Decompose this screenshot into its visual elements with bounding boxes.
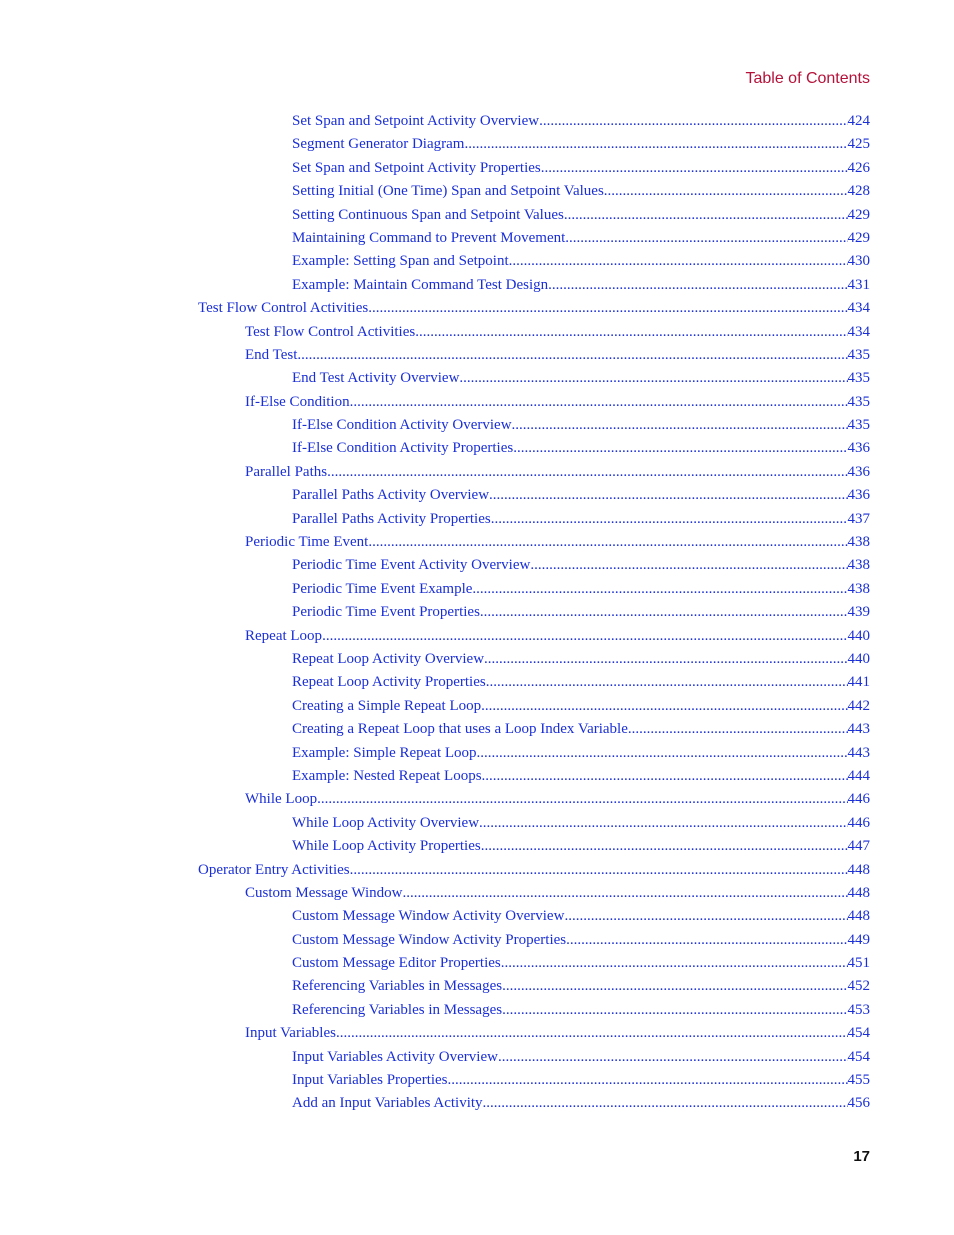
dot-leader xyxy=(297,344,847,367)
dot-leader xyxy=(604,180,848,203)
dot-leader xyxy=(448,1069,848,1092)
toc-entry[interactable] xyxy=(0,321,954,344)
dot-leader xyxy=(464,133,847,156)
dot-leader xyxy=(327,461,847,484)
toc-entry-title: Parallel Paths Activity Overview xyxy=(292,487,490,504)
dot-leader xyxy=(489,484,847,507)
toc-entry-page: 441 xyxy=(847,674,870,691)
toc-entry-title: Input Variables Activity Overview xyxy=(292,1048,498,1065)
dot-leader xyxy=(502,975,847,998)
toc-entry-page: 436 xyxy=(847,440,870,457)
toc-entry-title: Custom Message Window Activity Overview xyxy=(292,908,565,925)
dot-leader xyxy=(541,157,848,180)
toc-entry-title: Test Flow Control Activities xyxy=(198,300,369,317)
toc-entry[interactable] xyxy=(0,531,954,554)
toc-entry[interactable] xyxy=(0,601,954,624)
toc-entry[interactable] xyxy=(0,835,954,858)
header-title: Table of Contents xyxy=(745,70,870,87)
toc-entry[interactable] xyxy=(0,882,954,905)
dot-leader xyxy=(482,765,848,788)
dot-leader xyxy=(628,718,848,741)
toc-entry-title: End Test xyxy=(245,346,298,363)
toc-entry[interactable] xyxy=(0,999,954,1022)
toc-entry[interactable] xyxy=(0,437,954,460)
toc-entry-title: Parallel Paths xyxy=(245,463,328,480)
toc-entry-title: Referencing Variables in Messages xyxy=(292,1001,503,1018)
toc-entry-page: 429 xyxy=(847,229,870,246)
toc-entry-title: Periodic Time Event Properties xyxy=(292,604,480,621)
dot-leader xyxy=(486,671,848,694)
toc-entry[interactable] xyxy=(0,905,954,928)
toc-entry-page: 448 xyxy=(847,908,870,925)
toc-entry-page: 451 xyxy=(847,955,870,972)
dot-leader xyxy=(350,391,848,414)
dot-leader xyxy=(513,437,847,460)
dot-leader xyxy=(415,321,847,344)
toc-entry-page: 435 xyxy=(847,370,870,387)
dot-leader xyxy=(479,812,847,835)
dot-leader xyxy=(402,882,847,905)
toc-entry-title: Periodic Time Event xyxy=(245,534,369,551)
toc-entry[interactable] xyxy=(0,508,954,531)
dot-leader xyxy=(480,601,848,624)
toc-entry[interactable] xyxy=(0,742,954,765)
dot-leader xyxy=(368,531,847,554)
toc-entry[interactable] xyxy=(0,952,954,975)
toc-entry[interactable] xyxy=(0,110,954,133)
toc-entry-page: 443 xyxy=(847,721,870,738)
toc-entry[interactable] xyxy=(0,133,954,156)
toc-entry[interactable] xyxy=(0,859,954,882)
dot-leader xyxy=(498,1046,848,1069)
toc-entry-title: Input Variables xyxy=(245,1025,336,1042)
toc-entry-page: 424 xyxy=(847,113,870,129)
toc-entry-title: Test Flow Control Activities xyxy=(245,323,416,340)
toc-entry-title: Custom Message Window Activity Properties xyxy=(292,931,567,948)
toc-entry-title: Periodic Time Event Activity Overview xyxy=(292,557,531,574)
toc-entry-page: 434 xyxy=(847,323,870,340)
toc-entry-page: 449 xyxy=(847,931,870,948)
toc-entry-title: Periodic Time Event Example xyxy=(292,580,473,597)
toc-entry-title: Custom Message Window xyxy=(245,884,403,901)
toc-entry-title: Creating a Simple Repeat Loop xyxy=(292,697,482,714)
dot-leader xyxy=(512,414,848,437)
toc-entry-title: While Loop Activity Overview xyxy=(292,814,480,831)
toc-entry-title: Repeat Loop Activity Overview xyxy=(292,650,485,667)
toc-entry-page: 442 xyxy=(847,697,870,714)
toc-entry[interactable] xyxy=(0,344,954,367)
toc-entry[interactable] xyxy=(0,1092,954,1115)
dot-leader xyxy=(566,929,847,952)
toc-entry-page: 439 xyxy=(847,604,870,621)
dot-leader xyxy=(539,110,847,133)
toc-entry-page: 435 xyxy=(847,417,870,434)
toc-entry[interactable] xyxy=(0,578,954,601)
toc-entry-title: Set Span and Setpoint Activity Overview xyxy=(292,113,540,129)
toc-entry[interactable] xyxy=(0,484,954,507)
toc-entry-page: 435 xyxy=(847,346,870,363)
toc-entry[interactable] xyxy=(0,1046,954,1069)
toc-entry[interactable] xyxy=(0,648,954,671)
toc-entry-page: 428 xyxy=(847,183,870,200)
dot-leader xyxy=(481,835,848,858)
toc-entry-page: 456 xyxy=(847,1095,870,1112)
toc-entry[interactable] xyxy=(0,695,954,718)
toc-entry-page: 440 xyxy=(847,650,870,667)
dot-leader xyxy=(483,1092,848,1115)
toc-entry-title: End Test Activity Overview xyxy=(292,370,460,387)
toc-entry-page: 452 xyxy=(847,978,870,995)
toc-entry-title: Example: Setting Span and Setpoint xyxy=(292,253,509,270)
toc-entry[interactable] xyxy=(0,788,954,811)
toc-entry-page: 455 xyxy=(847,1072,870,1089)
toc-entry-page: 448 xyxy=(847,884,870,901)
toc-entry-page: 438 xyxy=(847,534,870,551)
toc-entry[interactable] xyxy=(0,975,954,998)
toc-entry[interactable] xyxy=(0,367,954,390)
toc-entry-page: 438 xyxy=(847,580,870,597)
dot-leader xyxy=(350,859,848,882)
toc-entry[interactable] xyxy=(0,157,954,180)
toc-entry-page: 438 xyxy=(847,557,870,574)
dot-leader xyxy=(530,554,847,577)
toc-entry[interactable] xyxy=(0,554,954,577)
toc-entry-page: 447 xyxy=(847,838,870,855)
toc-entry[interactable] xyxy=(0,1022,954,1045)
dot-leader xyxy=(317,788,847,811)
toc-entry-page: 454 xyxy=(847,1025,870,1042)
toc-entry-title: Repeat Loop xyxy=(245,627,323,644)
toc-entry[interactable] xyxy=(0,414,954,437)
dot-leader xyxy=(509,250,848,273)
toc-entry[interactable] xyxy=(0,391,954,414)
toc-entry-title: Creating a Repeat Loop that uses a Loop Index Variable xyxy=(292,721,628,738)
toc-entry-title: Setting Initial (One Time) Span and Setpoint Values xyxy=(292,183,604,200)
dot-leader xyxy=(548,274,847,297)
toc-entry-title: While Loop Activity Properties xyxy=(292,838,481,855)
toc-entry[interactable] xyxy=(0,227,954,250)
toc-entry-page: 440 xyxy=(847,627,870,644)
toc-entry-title: Set Span and Setpoint Activity Properties xyxy=(292,159,541,176)
toc-entry[interactable] xyxy=(0,812,954,835)
toc-entry[interactable] xyxy=(0,461,954,484)
toc-entry-page: 425 xyxy=(847,136,870,153)
toc-entry[interactable] xyxy=(0,625,954,648)
toc-entry-title: Input Variables Properties xyxy=(292,1072,448,1089)
toc-entry-title: While Loop xyxy=(245,791,318,808)
dot-leader xyxy=(477,742,848,765)
toc-entry-page: 454 xyxy=(847,1048,870,1065)
toc-entry-title: Referencing Variables in Messages xyxy=(292,978,503,995)
toc-entry-title: Parallel Paths Activity Properties xyxy=(292,510,491,527)
toc-entry[interactable] xyxy=(0,250,954,273)
dot-leader xyxy=(472,578,847,601)
toc-entry[interactable] xyxy=(0,671,954,694)
toc-entry[interactable] xyxy=(0,765,954,788)
toc-entry-title: Example: Maintain Command Test Design xyxy=(292,276,549,293)
toc-entry-page: 426 xyxy=(847,159,870,176)
toc-entry-page: 429 xyxy=(847,206,870,223)
toc-entry-page: 434 xyxy=(847,300,870,317)
toc-entry-page: 446 xyxy=(847,791,870,808)
toc-entry-title: Custom Message Editor Properties xyxy=(292,955,501,972)
toc-entry-title: If-Else Condition xyxy=(245,393,350,410)
dot-leader xyxy=(459,367,847,390)
toc-entry[interactable] xyxy=(0,180,954,203)
page-number: 17 xyxy=(853,1148,870,1165)
toc-entry-page: 446 xyxy=(847,814,870,831)
dot-leader xyxy=(491,508,848,531)
dot-leader xyxy=(564,905,847,928)
dot-leader xyxy=(368,297,847,320)
toc-entry-page: 453 xyxy=(847,1001,870,1018)
toc-entry-title: Add an Input Variables Activity xyxy=(292,1095,483,1112)
toc-entry-title: Maintaining Command to Prevent Movement xyxy=(292,229,566,246)
toc-entry-page: 437 xyxy=(847,510,870,527)
dot-leader xyxy=(336,1022,848,1045)
dot-leader xyxy=(322,625,847,648)
toc-entry-title: Operator Entry Activities xyxy=(198,861,350,878)
toc-entry-title: Repeat Loop Activity Properties xyxy=(292,674,486,691)
toc-entry-page: 444 xyxy=(847,767,870,784)
toc-entry-page: 448 xyxy=(847,861,870,878)
dot-leader xyxy=(501,952,848,975)
toc-entry-page: 430 xyxy=(847,253,870,270)
toc-entry-title: Segment Generator Diagram xyxy=(292,136,465,153)
toc-entry-title: Example: Nested Repeat Loops xyxy=(292,767,482,784)
toc-entry[interactable] xyxy=(0,1069,954,1092)
toc-entry[interactable] xyxy=(0,274,954,297)
toc-entry-title: If-Else Condition Activity Properties xyxy=(292,440,514,457)
toc-entry-page: 443 xyxy=(847,744,870,761)
toc-entry-title: Example: Simple Repeat Loop xyxy=(292,744,477,761)
dot-leader xyxy=(484,648,847,671)
toc-entry[interactable] xyxy=(0,297,954,320)
toc-entry[interactable] xyxy=(0,929,954,952)
toc-entry-page: 436 xyxy=(847,487,870,504)
dot-leader xyxy=(502,999,847,1022)
table-of-contents xyxy=(0,110,954,1116)
toc-entry[interactable] xyxy=(0,204,954,227)
toc-entry[interactable] xyxy=(0,718,954,741)
toc-entry-title: If-Else Condition Activity Overview xyxy=(292,417,512,434)
toc-entry-title: Setting Continuous Span and Setpoint Values xyxy=(292,206,564,223)
dot-leader xyxy=(565,227,847,250)
dot-leader xyxy=(564,204,848,227)
toc-entry-page: 435 xyxy=(847,393,870,410)
toc-entry-page: 431 xyxy=(847,276,870,293)
dot-leader xyxy=(481,695,847,718)
toc-entry-page: 436 xyxy=(847,463,870,480)
